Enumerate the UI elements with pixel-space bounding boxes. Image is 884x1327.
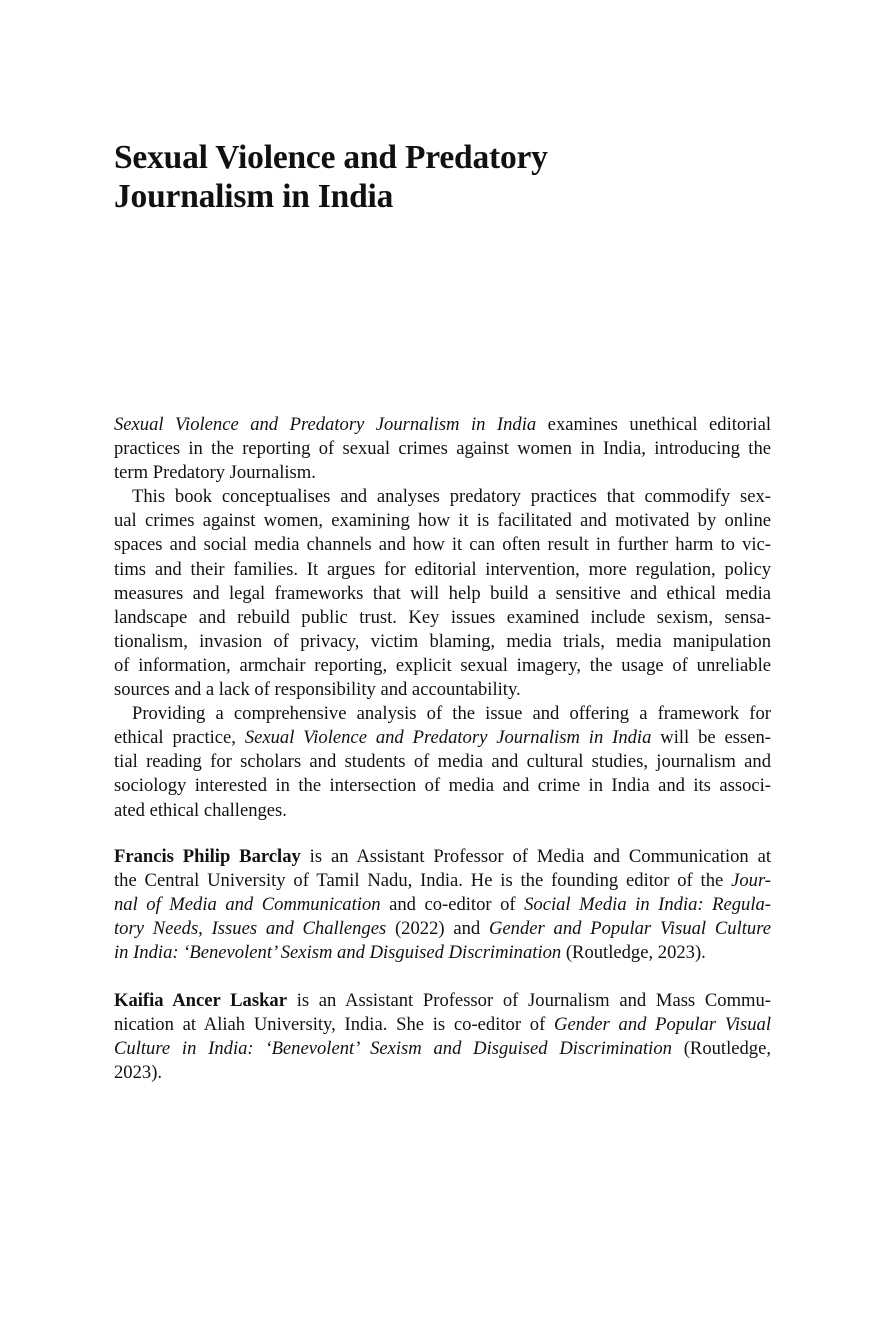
text-line: ated ethical challenges. [114, 799, 287, 821]
book-title-reference: Sexual Violence and Predatory Journalism in India [244, 727, 652, 749]
text-line: sociology interested in the intersection of media and crime in India and its associ- [114, 775, 771, 797]
text-line: tims and their families. It argues for editorial intervention, more regulation, policy [114, 558, 771, 580]
text-line: tial reading for scholars and students of media and cultural studies, journalism and [114, 751, 771, 773]
author-bio-laskar [114, 989, 771, 1085]
text-line: tionalism, invasion of privacy, victim blaming, media trials, media manipulation [114, 630, 771, 652]
text-line: Providing a comprehensive analysis of the issue and offering a framework for [132, 703, 771, 725]
text-line: This book conceptualises and analyses predatory practices that commodify sex- [132, 486, 771, 508]
text-line: spaces and social media channels and how it can often result in further harm to vic- [114, 534, 771, 556]
description-paragraph-3 [114, 702, 771, 822]
book-description [114, 413, 771, 823]
description-paragraph-1 [114, 413, 771, 485]
text-line [114, 413, 771, 437]
text-line: tory Needs, Issues and Challenges (2022) and Gender and Popular Visual Culture [114, 918, 771, 940]
text-line: ual crimes against women, examining how it is facilitated and motivated by online [114, 510, 771, 532]
book-title [114, 138, 548, 216]
text-line: term Predatory Journalism. [114, 462, 316, 484]
text-line: landscape and rebuild public trust. Key issues examined include sexism, sensa- [114, 606, 771, 628]
text-line: the Central University of Tamil Nadu, India. He is the founding editor of the Jour- [114, 870, 771, 892]
book-title-reference: Sexual Violence and Predatory Journalism in India [114, 414, 537, 435]
text-line: ethical practice, Sexual Violence and Predatory Journalism in India will be essen- [114, 727, 771, 749]
author-name: Francis Philip Barclay [114, 846, 301, 867]
text-line: sources and a lack of responsibility and accountability. [114, 679, 521, 701]
paragraph-text: examines unethical editorial [536, 414, 771, 435]
text-line: measures and legal frameworks that will help build a sensitive and ethical media [114, 582, 771, 604]
author-bio-barclay [114, 845, 771, 965]
book-title-line-2: Journalism in India [114, 178, 394, 215]
text-line: practices in the reporting of sexual crimes against women in India, introducing the [114, 438, 771, 460]
text-line: nication at Aliah University, India. She is co-editor of Gender and Popular Visual [114, 1014, 771, 1036]
text-line: in India: ‘Benevolent’ Sexism and Disguised Discrimination (Routledge, 2023). [114, 942, 706, 964]
description-paragraph-2 [114, 485, 771, 702]
text-line: Culture in India: ‘Benevolent’ Sexism and Disguised Discrimination (Routledge, [114, 1038, 771, 1060]
text-line: Kaifia Ancer Laskar is an Assistant Professor of Journalism and Mass Commu- [114, 990, 771, 1011]
text-line: Francis Philip Barclay is an Assistant Professor of Media and Communication at [114, 846, 772, 867]
text-line: nal of Media and Communication and co-editor of Social Media in India: Regula- [114, 894, 771, 916]
author-name: Kaifia Ancer Laskar [114, 990, 287, 1011]
text-line: of information, armchair reporting, explicit sexual imagery, the usage of unreliable [114, 654, 771, 676]
text-line: 2023). [114, 1062, 163, 1084]
book-title-line-1: Sexual Violence and Predatory [114, 139, 548, 176]
